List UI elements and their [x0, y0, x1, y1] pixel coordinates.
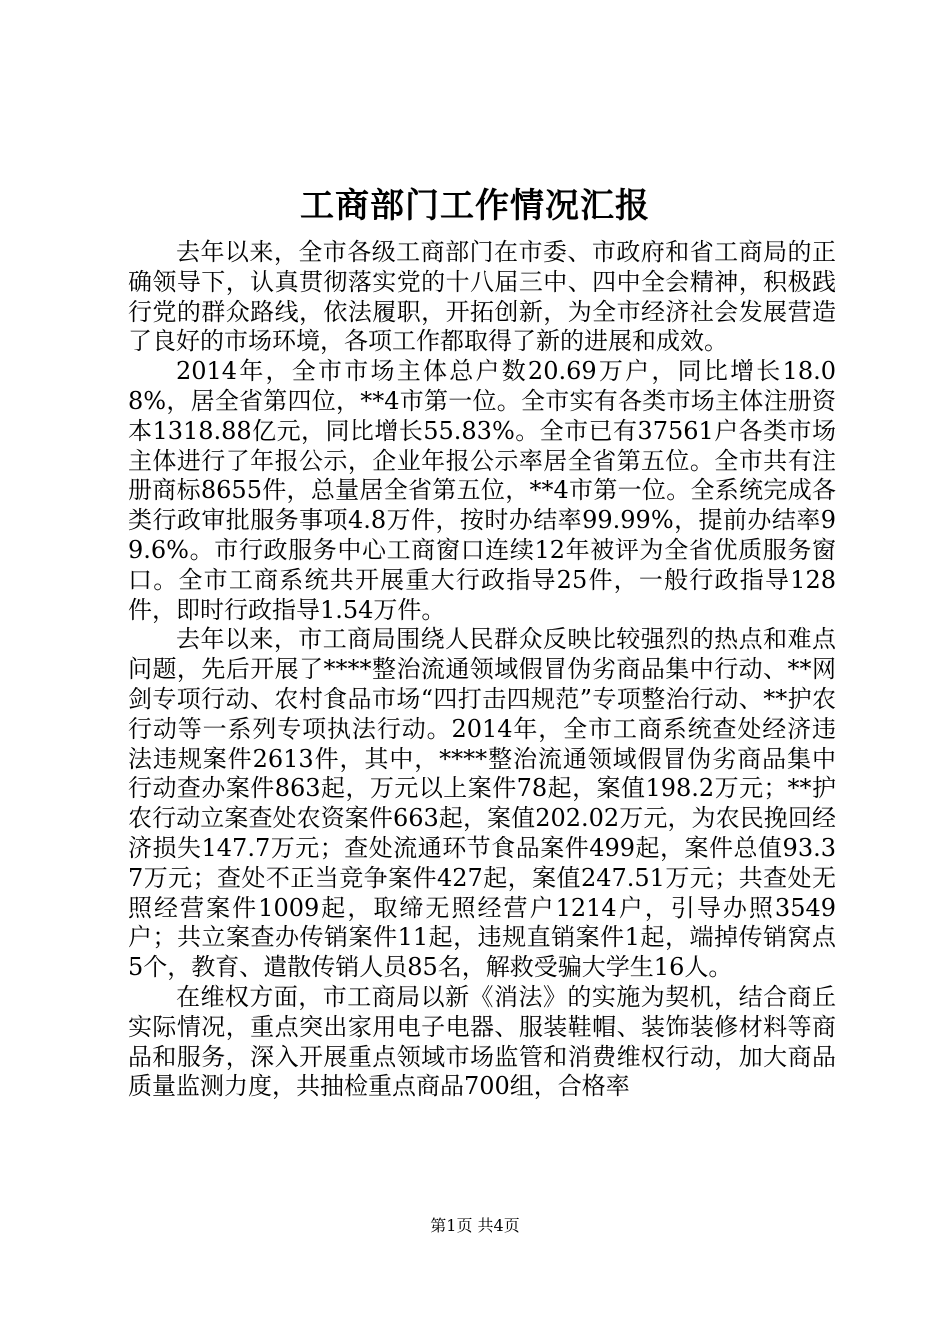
paragraph-consumer-rights: 在维权方面，市工商局以新《消法》的实施为契机，结合商丘实际情况，重点突出家用电子电器、服装鞋帽、装饰装修材料等商品和服务，深入开展重点领域市场监管和消费维权行动，加大商品质量监测力度，共抽检重点商品700组，合格率: [128, 982, 836, 1101]
paragraph-intro: 去年以来，全市各级工商部门在市委、市政府和省工商局的正确领导下，认真贯彻落实党的十八届三中、四中全会精神，积极践行党的群众路线，依法履职，开拓创新，为全市经济社会发展营造了良好的市场环境，各项工作都取得了新的进展和成效。: [128, 238, 836, 356]
paragraph-market-statistics: 2014年，全市市场主体总户数20.69万户，同比增长18.08%，居全省第四位，**4市第一位。全市实有各类市场主体注册资本1318.88亿元，同比增长55.83%。全市已有37561户各类市场主体进行了年报公示，企业年报公示率居全省第五位。全市共有注册商标8655件，总量居全省第五位，**4市第一位。全系统完成各类行政审批服务事项4.8万件，按时办结率99.99%，提前办结率99.6%。市行政服务中心工商窗口连续12年被评为全省优质服务窗口。全市工商系统共开展重大行政指导25件，一般行政指导128件，即时行政指导1.54万件。: [128, 357, 836, 624]
document-body: [128, 238, 836, 1102]
paragraph-enforcement-actions: 去年以来，市工商局围绕人民群众反映比较强烈的热点和难点问题，先后开展了****整治流通领域假冒伪劣商品集中行动、**网剑专项行动、农村食品市场“四打击四规范”专项整治行动、**护农行动等一系列专项执法行动。2014年，全市工商系统查处经济违法违规案件2613件，其中，****整治流通领域假冒伪劣商品集中行动查办案件863起，万元以上案件78起，案值198.2万元；**护农行动立案查处农资案件663起，案值202.02万元，为农民挽回经济损失147.7万元；查处流通环节食品案件499起，案件总值93.37万元；查处不正当竞争案件427起，案值247.51万元；共查处无照经营案件1009起，取缔无照经营户1214户，引导办照3549户；共立案查办传销案件11起，违规直销案件1起，端掉传销窝点5个，教育、遣散传销人员85名，解救受骗大学生16人。: [128, 625, 836, 982]
page-number-footer: 第1页 共4页: [430, 1216, 520, 1235]
document-title: 工商部门工作情况汇报: [300, 186, 650, 226]
